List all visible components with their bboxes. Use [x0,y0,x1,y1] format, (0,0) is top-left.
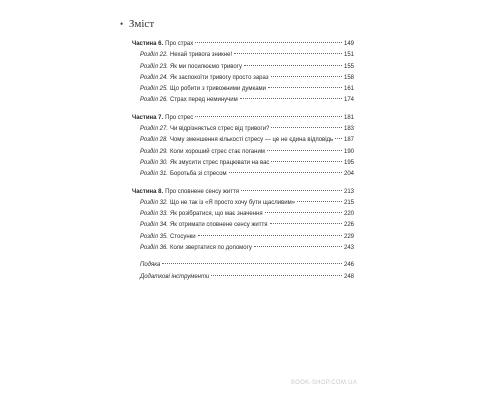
toc-appendix-row [132,260,354,271]
toc-appendix [132,260,354,283]
dot-leader [270,223,342,224]
page-number: 151 [343,52,354,59]
part-title: Про страх [165,41,194,47]
page-number: 149 [343,41,354,47]
chapter-label: Розділ 35. [140,233,168,240]
dot-leader [267,150,342,151]
page-number: 213 [343,188,354,195]
chapter-label: Розділ 24. [140,74,168,81]
chapter-title: Коли хороший стрес стає поганим [169,148,265,155]
chapter-label: Розділ 31. [140,171,168,178]
chapter-title: Чому зменшення кількості стресу — це не єдина відповідь [169,137,334,144]
chapter-label: Розділ 36. [140,245,168,252]
chapter-title: Нехай тривога зникне! [169,52,233,59]
page-number: 246 [343,262,354,269]
toc-chapter-row [132,243,354,254]
toc-chapter-row [132,62,354,73]
dot-leader [268,87,342,88]
toc-chapter-row [132,220,354,231]
chapter-label: Розділ 33. [140,211,168,218]
toc-part-row [132,113,354,124]
page-number: 155 [343,63,354,70]
toc-chapter-row [132,95,354,106]
chapter-title: Як змусити стрес працювати на вас [169,159,270,166]
toc-chapter-row [132,84,354,95]
appendix-title: Подяка [140,262,161,269]
dot-leader [271,161,342,162]
chapter-label: Розділ 25. [140,86,168,93]
chapter-title: Коли звертатися по допомогу [169,245,252,252]
dot-leader [271,127,342,128]
toc-chapter-row [132,198,354,209]
page-number: 204 [343,171,354,178]
page-title: Зміст [128,18,155,30]
dot-leader [265,212,342,213]
toc-part [132,113,354,181]
page-number: 248 [343,273,354,280]
toc-chapter-row [132,73,354,84]
toc-header [120,18,154,30]
chapter-title: Що не так із «Я просто хочу бути щасливим» [169,199,296,206]
toc-chapter-row [132,209,354,220]
dot-leader [244,65,342,66]
page-number: 174 [343,97,354,104]
dot-leader [211,275,342,276]
page-number: 195 [343,159,354,166]
toc-chapter-row [132,169,354,180]
toc-chapter-row [132,135,354,146]
dot-leader [254,246,342,247]
chapter-title: Що робити з тривожними думками [169,86,267,93]
chapter-label: Розділ 23. [140,63,168,70]
dot-leader [162,263,342,264]
chapter-title: Як ми посилюємо тривогу [169,63,242,70]
dot-leader [271,76,342,77]
appendix-title: Додаткові інструменти [140,273,210,280]
page-number: 220 [343,211,354,218]
dot-leader [241,190,342,191]
toc-appendix-row [132,272,354,283]
chapter-title: Як отримати сповнене сенсу життя [169,222,268,229]
toc-chapter-row [132,50,354,61]
toc-chapter-row [132,147,354,158]
chapter-title: Як заспокоїти тривогу просто зараз [169,74,269,81]
watermark: BOOK-SHOP.COM.UA [291,380,358,386]
page-number: 215 [343,199,354,206]
page-number: 183 [343,126,354,133]
dot-leader [198,235,342,236]
part-title: Про стрес [165,114,194,121]
page-number: 190 [343,148,354,155]
chapter-label: Розділ 29. [140,148,168,155]
chapter-label: Розділ 34. [140,222,168,229]
chapter-label: Розділ 30. [140,159,168,166]
chapter-title: Чи відрізняється стрес від тривоги? [169,126,270,133]
part-title: Про сповнене сенсу життя [165,188,239,195]
dot-leader [240,98,342,99]
toc-chapter-row [132,124,354,135]
table-of-contents [132,39,354,289]
chapter-label: Розділ 27. [140,126,168,133]
page-number: 226 [343,222,354,229]
dot-leader [234,53,342,54]
toc-part-row [132,39,354,50]
header-bullet: • [120,19,124,29]
toc-chapter-row [132,158,354,169]
part-label: Частина 8. [132,188,164,195]
page-number: 158 [343,74,354,81]
chapter-title: Як розібратися, що має значення [169,211,263,218]
page-number: 161 [343,86,354,93]
chapter-title: Стосунки [169,233,196,240]
part-label: Частина 6. [132,41,164,47]
page-number: 181 [343,114,354,121]
dot-leader [195,116,342,117]
chapter-label: Розділ 28. [140,137,168,144]
chapter-label: Розділ 26. [140,97,168,104]
dot-leader [195,42,342,43]
chapter-label: Розділ 32. [140,199,168,206]
toc-part-row [132,187,354,198]
page-number: 243 [343,245,354,252]
toc-part [132,187,354,255]
part-label: Частина 7. [132,114,164,121]
page-number: 229 [343,233,354,240]
chapter-title: Боротьба зі стресом [169,171,227,178]
dot-leader [335,138,342,139]
chapter-title: Страх перед неминучим [169,97,238,104]
toc-chapter-row [132,232,354,243]
page-number: 187 [343,137,354,144]
chapter-label: Розділ 22. [140,52,168,59]
dot-leader [297,201,342,202]
dot-leader [229,172,342,173]
toc-part [132,39,354,107]
